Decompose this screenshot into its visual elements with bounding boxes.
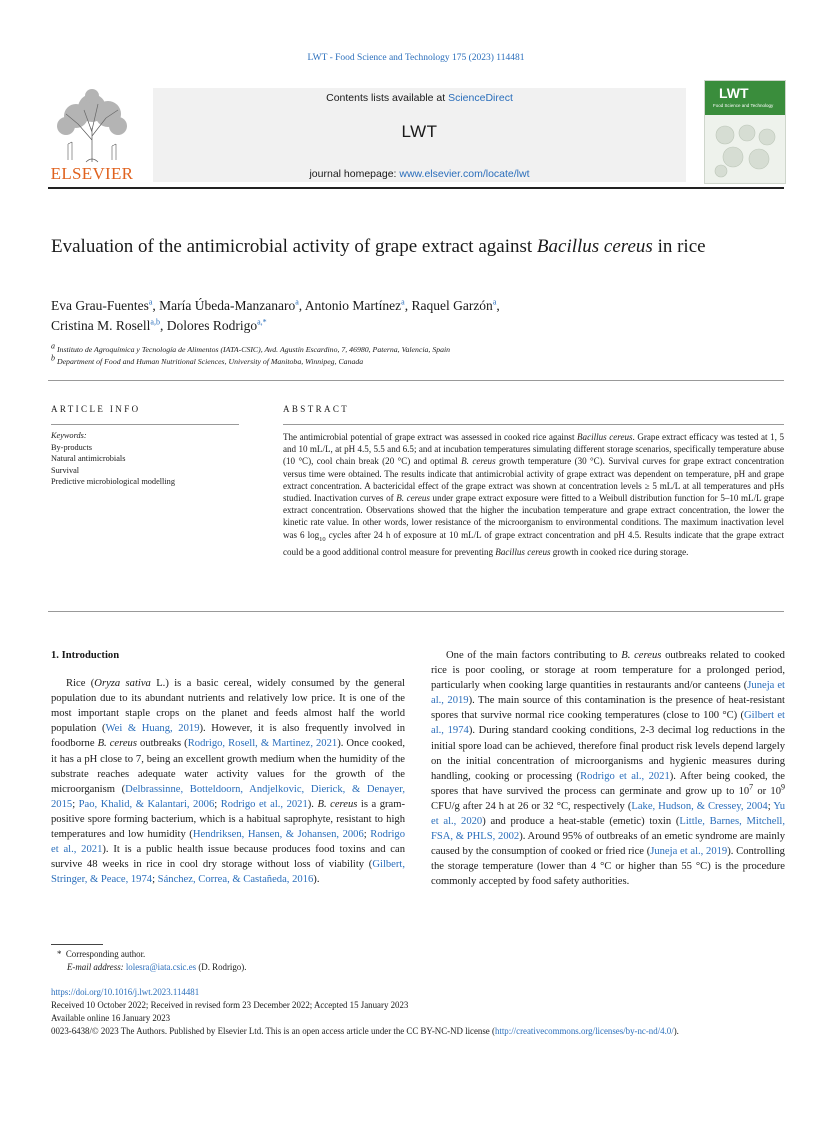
citation-link[interactable]: Rodrigo et al., 2021 (220, 798, 308, 810)
citation-link[interactable]: Gilbert et al., 1974 (431, 710, 785, 737)
citation-link[interactable]: Delbrassinne, Botteldoorn, Andjelkovic, Dierick, & Denayer, 2015 (51, 783, 405, 810)
citation-link[interactable]: Juneja et al., 2019 (650, 846, 728, 858)
citation-link[interactable]: Wei & Huang, 2019 (105, 723, 200, 735)
cover-art-icon (709, 121, 781, 179)
affiliation-b (51, 353, 791, 368)
author-separator: , (298, 298, 305, 313)
citation-link[interactable]: Gilbert, Stringer, & Peace, 1974 (51, 859, 405, 886)
keyword: Survival (51, 465, 80, 475)
license-link[interactable]: http://creativecommons.org/licenses/by-nc-nd/4.0/ (494, 1026, 674, 1037)
available-online: Available online 16 January 2023 (51, 1013, 171, 1024)
email-label: E-mail address: (67, 962, 126, 973)
contents-line (153, 92, 686, 104)
citation-link[interactable]: Sánchez, Correa, & Castañeda, 2016 (157, 874, 314, 886)
homepage-link[interactable]: www.elsevier.com/locate/lwt (399, 168, 530, 180)
cover-subtitle: Food Science and Technology (713, 103, 774, 108)
author-affil-mark[interactable]: a,* (257, 317, 267, 327)
body-column-right (431, 648, 785, 890)
author-separator: , (159, 318, 167, 333)
abstract-heading: ABSTRACT (283, 404, 350, 414)
journal-title: LWT (401, 122, 438, 141)
footnotes (51, 948, 791, 974)
title-part-1: Evaluation of the antimicrobial activity of grape extract against (51, 236, 537, 257)
citation-link[interactable]: Little, Barnes, Mitchell, FSA, & PHLS, 2002 (431, 816, 785, 843)
author-separator: , (496, 298, 500, 313)
author-list (51, 296, 771, 336)
affiliation-text: Department of Food and Human Nutritional Sciences, University of Manitoba, Winnipeg, Canada (56, 357, 364, 366)
author-separator: , (404, 298, 412, 313)
intro-paragraph-1: Rice (Oryza sativa L.) is a basic cereal, widely consumed by the general population due to its abundant nutrients and relatively low price. It is one of the most important staple crops on the planet and feeds almost half the world population (Wei & Huang, 2019). However, it is also frequently involved in foodborne B. cereus outbreaks (Rodrigo, Rosell, & Martinez, 2021). Once cooked, it has a pH close to 7, being an excellent growth medium when the humidity of the substrate reaches adequate water activity values for the growth of the microorganism (Delbrassinne, Botteldoorn, Andjelkovic, Dierick, & Denayer, 2015; Pao, Khalid, & Kalantari, 2006; Rodrigo et al., 2021). B. cereus is a gram-positive spore forming bacterium, which is a habitual saprophyte, resistant to high temperatures and low humidity (Hendriksen, Hansen, & Johansen, 2006; Rodrigo et al., 2021). It is a public health issue because produces food toxins and can survive 48 weeks in rice in cool dry storage without loss of viability (Gilbert, Stringer, & Peace, 1974; Sánchez, Correa, & Castañeda, 2016). (51, 678, 406, 886)
abstract-bottom-rule (48, 611, 784, 612)
author-affil-mark[interactable]: a (295, 297, 299, 307)
license-line: 0023-6438/© 2023 The Authors. Published by Elsevier Ltd. This is an open access article under the CC BY-NC-ND license (http://creativecommons.org/licenses/by-nc-nd/4.0/). (51, 1026, 679, 1037)
keywords-label: Keywords: (51, 431, 87, 440)
elsevier-wordmark: ELSEVIER (50, 164, 134, 183)
author-affil-mark[interactable]: a (401, 297, 405, 307)
contents-prefix: Contents lists available at (326, 92, 449, 104)
affiliation-mark: a (51, 341, 55, 351)
keywords-block (51, 430, 251, 488)
body-column-left (51, 648, 405, 887)
author[interactable]: Cristina M. Rosell (51, 318, 151, 333)
citation-link[interactable]: Pao, Khalid, & Kalantari, 2006 (78, 798, 215, 810)
footnote-star: * (57, 949, 62, 959)
affiliation-rule (48, 380, 784, 381)
author[interactable]: Dolores Rodrigo (166, 318, 258, 333)
affiliation-mark: b (51, 353, 55, 363)
citation-link[interactable]: Rodrigo, Rosell, & Martinez, 2021 (187, 738, 338, 750)
elsevier-tree-icon (48, 88, 136, 164)
article-info-heading: ARTICLE INFO (51, 404, 141, 414)
cover-title: LWT (719, 85, 749, 101)
journal-cover-thumbnail[interactable] (704, 80, 786, 184)
doi-link[interactable]: https://doi.org/10.1016/j.lwt.2023.114481 (51, 987, 200, 997)
elsevier-logo (48, 88, 136, 184)
affiliation-text: Instituto de Agroquímica y Tecnología de Alimentos (IATA-CSIC), Avd. Agustín Escardino, 7, 46980, Paterna, Valencia, Spain (56, 345, 451, 354)
email-suffix: (D. Rodrigo). (196, 962, 247, 973)
article-title (51, 234, 751, 259)
title-part-2: in rice (652, 236, 706, 257)
keyword: Predictive microbiological modelling (51, 477, 175, 487)
author[interactable]: Eva Grau-Fuentes (51, 298, 149, 313)
keyword: Natural antimicrobials (51, 454, 126, 464)
affiliation-a (51, 341, 791, 356)
article-info-rule (51, 424, 239, 425)
author-affil-mark[interactable]: a (148, 297, 153, 307)
keyword: By-products (51, 442, 93, 452)
section-heading-introduction: 1. Introduction (51, 650, 120, 661)
sciencedirect-link[interactable]: ScienceDirect (448, 92, 513, 104)
corresponding-note: Corresponding author. (65, 949, 146, 959)
author[interactable]: María Úbeda-Manzanaro (159, 298, 296, 313)
citation-link[interactable]: Hendriksen, Hansen, & Johansen, 2006 (192, 829, 364, 841)
header-rule (48, 187, 784, 189)
citation-link[interactable]: Lake, Hudson, & Cressey, 2004 (631, 800, 768, 812)
affiliations (51, 341, 791, 368)
citation-link[interactable]: Yu et al., 2020 (431, 800, 786, 828)
author-affil-mark[interactable]: a (492, 297, 497, 307)
abstract-text: The antimicrobial potential of grape extract was assessed in cooked rice against Bacillus cereus. Grape extract efficacy was tested at 1, 5 and 10 mL/L, at pH 4.5, 5.5 and 6.5; and at incubation temperatures simulating different storage scenarios, specifically temperature abuse (10 °C), cool chain break (20 °C) and optimal B. cereus growth temperature (30 °C). Survival curves for grape extract concentration versus time were obtained. The results indicate that antimicrobial activity of grape extract was dependent on temperature, pH and grape extract concentration. A bactericidal effect of the grape extract was shown at concentration levels ≥ 5 mL/L at all temperatures and pHs studied. Inactivation curves of B. cereus under grape extract exposure were fitted to a Weibull distribution function for 5–10 mL/L grape extract concentration. Observations showed that the higher the incubation temperature and grape extract concentration, the lower the kinetic rate value. In other words, lower resistance of the microorganism to environmental conditions. The maximum inactivation level was 6 $\log_{10}$ cycles after 24 h of exposure at 10 mL/L of grape extract concentration and pH 4.5. Results indicate that the grape extract could be a good additional control measure for preventing Bacillus cereus growth in cooked rice during storage. (283, 432, 785, 557)
citation-link[interactable]: Juneja et al., 2019 (431, 680, 785, 707)
homepage-line (153, 168, 686, 180)
title-italic: Bacillus cereus (536, 236, 653, 257)
publication-info (51, 986, 791, 1038)
homepage-prefix: journal homepage: (309, 168, 400, 180)
author[interactable]: Antonio Martínez (304, 298, 402, 313)
intro-paragraph-2: One of the main factors contributing to B. cereus outbreaks related to cooked rice is poor cooling, or storage at room temperature for a prolonged period, particularly when cooking large quantities in restaurants and/or canteens (Juneja et al., 2019). The main source of this contamination is the presence of heat-resistant spores that survive normal rice cooking temperatures (close to 100 °C) (Gilbert et al., 1974). During standard cooking conditions, 2-3 decimal log reductions in the initial spore load can be achieved, therefore final product risk levels depend largely on the initial concentration of microorganisms and hygienic measures during handling, cooking or processing (Rodrigo et al., 2021). After being cooked, the spores that have survived the process can germinate and grow up to $10^7$ or $10^9$ CFU/g after 24 h at 26 or 32 °C, respectively (Lake, Hudson, & Cressey, 2004; Yu et al., 2020) and produce a heat-stable (emetic) toxin (Little, Barnes, Mitchell, FSA, & PHLS, 2002). Around 95% of outbreaks of an emetic syndrome are mainly caused by the consumption of cooked or fried rice (Juneja et al., 2019). Controlling the storage temperature (lower than 4 °C or higher than 55 °C) is the procedure commonly accepted by food safety authorities. (431, 650, 786, 888)
author-affil-mark[interactable]: a,b (150, 317, 160, 327)
journal-reference-link[interactable]: LWT - Food Science and Technology 175 (2023) 114481 (307, 53, 525, 63)
footnote-rule (51, 944, 103, 945)
author-separator: , (152, 298, 160, 313)
author[interactable]: Raquel Garzón (411, 298, 493, 313)
received-dates: Received 10 October 2022; Received in revised form 23 December 2022; Accepted 15 January 2023 (51, 1000, 409, 1011)
abstract-rule (283, 424, 784, 425)
email-link[interactable]: lolesra@iata.csic.es (125, 962, 197, 973)
citation-link[interactable]: Rodrigo et al., 2021 (580, 770, 670, 782)
citation-link[interactable]: Rodrigo et al., 2021 (51, 829, 405, 856)
